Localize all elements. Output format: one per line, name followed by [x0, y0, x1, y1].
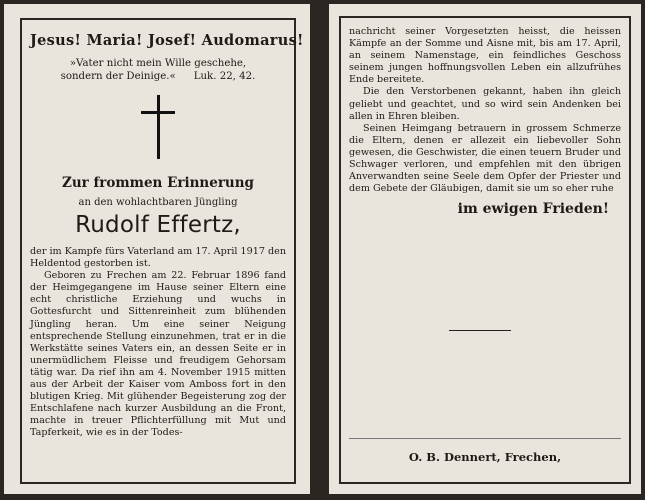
right-card-frame	[339, 16, 631, 484]
continuation-text	[349, 26, 621, 195]
left-card	[4, 4, 310, 494]
dedication-line: an den wohlachtbaren Jüngling	[78, 197, 238, 208]
bible-quote	[30, 57, 286, 83]
prayer-heading: Jesus! Maria! Josef! Audomarus!	[30, 32, 304, 49]
left-card-frame	[20, 18, 304, 484]
cross-icon	[141, 95, 175, 159]
memorial-title: Zur frommen Erinnerung	[61, 175, 254, 191]
continuation-paragraph-2: Die den Verstorbenen gekannt, haben ihn gleich geliebt und geachtet, und so wird sein Andenken bei allen in Ehren bleiben.	[349, 86, 621, 122]
bible-quote-line1: »Vater nicht mein Wille geschehe,	[69, 58, 247, 69]
continuation-paragraph-3: Seinen Heimgang betrauern in grossem Schmerze die Eltern, denen er allezeit ein liebevoller Sohn gewesen, die Geschwister, die einen teuern Bruder und Schwager verloren, und empfehlen mit den übrigen Anverwandten seine Seele dem Opfer der Priester und dem Gebete der Gläubigen, damit sie um so eher ruhe	[349, 122, 621, 195]
right-card-content	[349, 26, 621, 217]
continuation-paragraph-1: nachricht seiner Vorgesetzten heisst, die heissen Kämpfe an der Somme und Aisne mit, bis am 17. April, an seinem Namenstage, ein feindliches Geschoss seinem jungen hoffnungsvollen Leben ein allzufrühes Ende bereitete.	[349, 26, 621, 86]
bible-quote-line2-wrap	[30, 70, 286, 83]
biography-paragraph-1: der im Kampfe fürs Vaterland am 17. April 1917 den Heldentod gestorben ist.	[30, 246, 286, 270]
printer-imprint: O. B. Dennert, Frechen,	[408, 450, 562, 464]
right-card	[329, 4, 641, 494]
closing-phrase: im ewigen Frieden!	[457, 201, 609, 218]
left-card-content	[30, 26, 304, 440]
deceased-name: Rudolf Effertz,	[75, 212, 241, 238]
bible-quote-line2: sondern der Deinige.«	[60, 71, 176, 82]
biography-paragraph-2: Geboren zu Frechen am 22. Februar 1896 fand der Heimgegangene im Hause seiner Eltern eine echt christliche Erziehung und wuchs in Gottesfurcht und Sittenreinheit zum blühenden Jüngling heran. Um eine seiner Neigung entsprechende Stellung einzunehmen, trat er in die Werkstätte seines Vaters ein, an dessen Seite er in unermüdlichem Fleisse und freudigem Gehorsam tätig war. Da rief ihn am 4. November 1915 mitten aus der Arbeit der Kaiser vom Amboss fort in den blutigen Krieg. Mit glühender Begeisterung zog der Entschlafene nach kurzer Ausbildung an die Front, machte in treuer Pflichterfüllung mit Mut und Tapferkeit, wie es in der Todes-	[30, 270, 286, 439]
divider-line	[449, 330, 511, 331]
printer-rule	[349, 438, 621, 439]
bible-reference: Luk. 22, 42.	[193, 71, 256, 82]
biography-text	[30, 246, 286, 440]
